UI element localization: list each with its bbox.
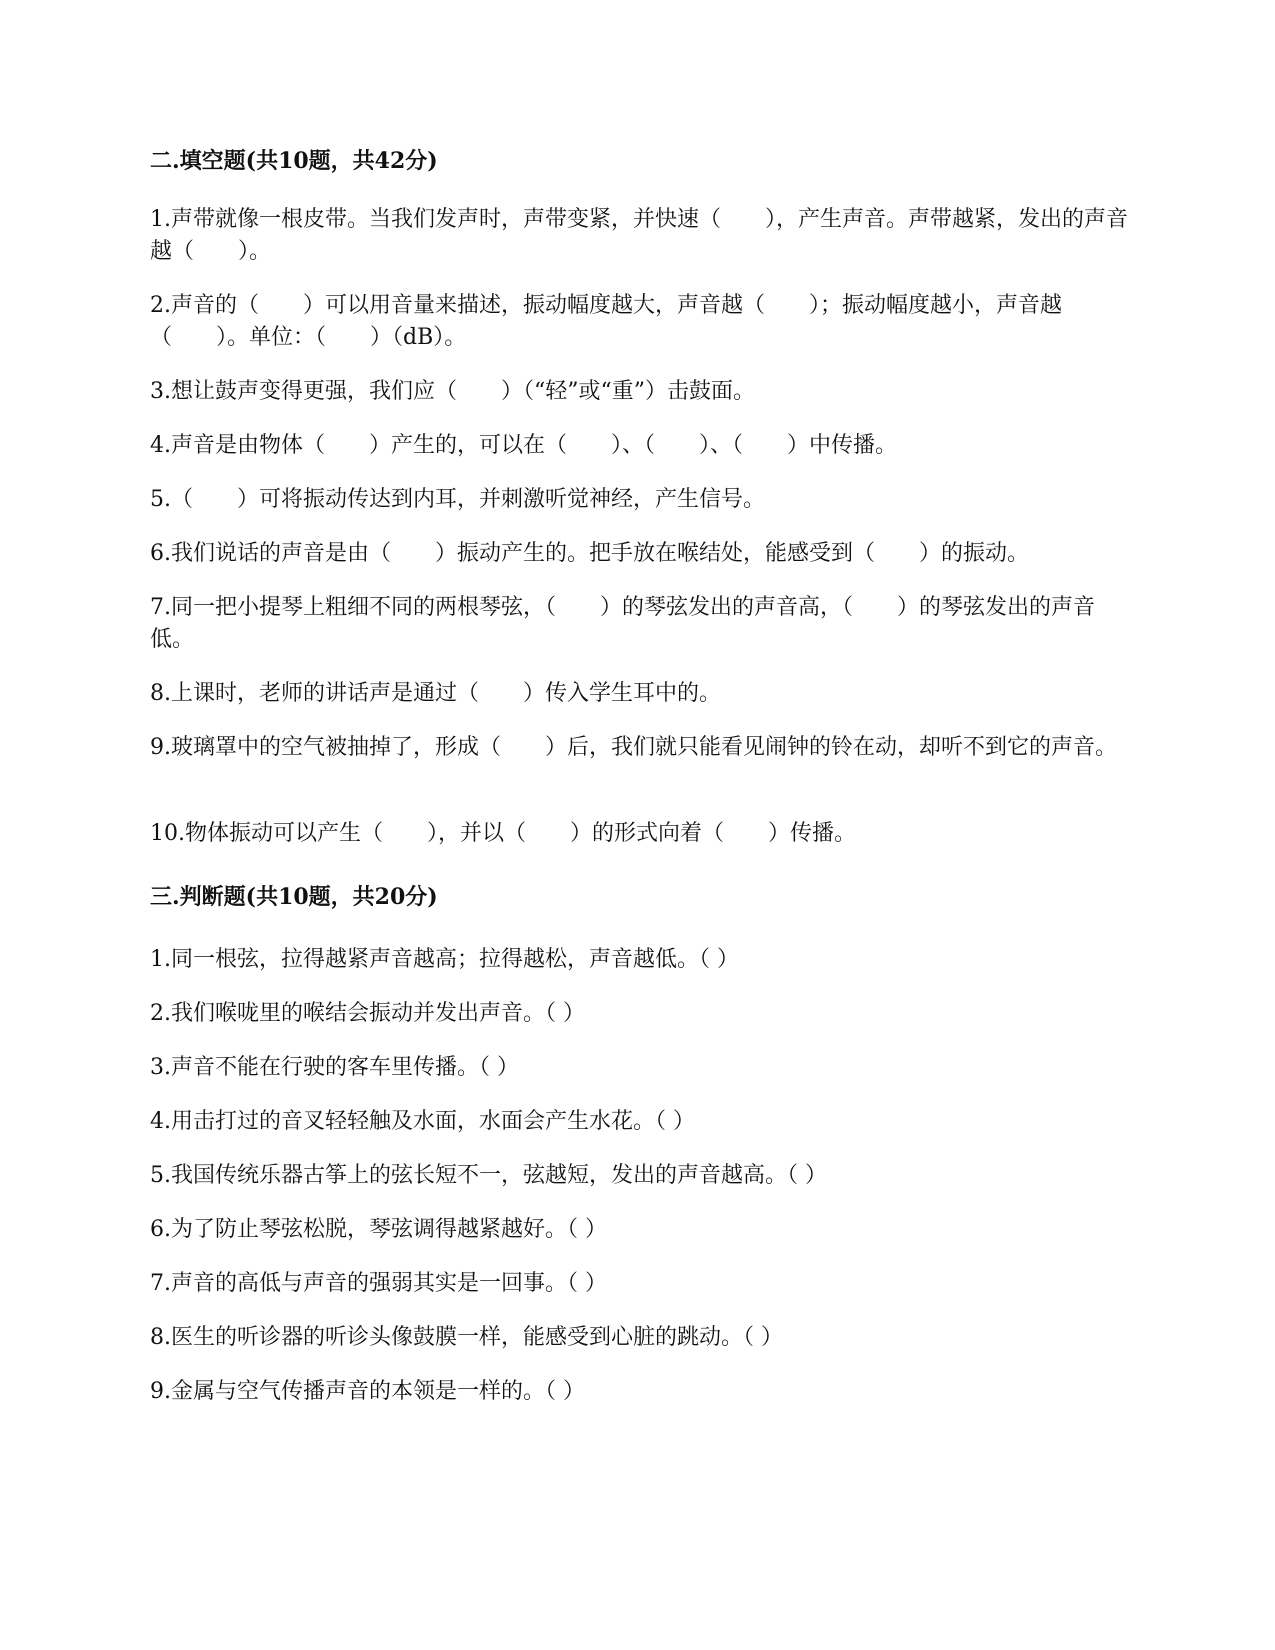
true-false-question-9: 9.金属与空气传播声音的本领是一样的。（ ） [150,1379,585,1404]
fill-blank-question-7: 7.同一把小提琴上粗细不同的两根琴弦，（ ）的琴弦发出的声音高，（ ）的琴弦发出的声音低。 [150,595,1095,652]
section-title-fill-blank: 二.填空题(共10题，共42分) [150,148,438,174]
fill-blank-question-10: 10.物体振动可以产生（ ），并以（ ）的形式向着（ ）传播。 [150,821,856,846]
true-false-question-3: 3.声音不能在行驶的客车里传播。（ ） [150,1055,519,1080]
fill-blank-question-3: 3.想让鼓声变得更强，我们应（ ）（“轻”或“重”）击鼓面。 [150,379,755,404]
fill-blank-question-5: 5.（ ）可将振动传达到内耳，并刺激听觉神经，产生信号。 [150,487,765,512]
fill-blank-question-1: 1.声带就像一根皮带。当我们发声时，声带变紧，并快速（ ），产生声音。声带越紧，发出的声音越（ ）。 [150,207,1128,264]
true-false-question-4: 4.用击打过的音叉轻轻触及水面，水面会产生水花。（ ） [150,1109,695,1134]
section-title-true-false: 三.判断题(共10题，共20分) [150,884,438,910]
fill-blank-question-2: 2.声音的（ ）可以用音量来描述，振动幅度越大，声音越（ ）；振动幅度越小，声音越（ ）。单位：（ ）（dB）。 [150,293,1062,350]
fill-blank-question-9: 9.玻璃罩中的空气被抽掉了，形成（ ）后，我们就只能看见闹钟的铃在动，却听不到它的声音。 [150,735,1117,760]
true-false-question-7: 7.声音的高低与声音的强弱其实是一回事。（ ） [150,1271,607,1296]
true-false-question-2: 2.我们喉咙里的喉结会振动并发出声音。（ ） [150,1001,585,1026]
true-false-question-5: 5.我国传统乐器古筝上的弦长短不一，弦越短，发出的声音越高。（ ） [150,1163,827,1188]
fill-blank-question-4: 4.声音是由物体（ ）产生的，可以在（ ）、（ ）、（ ）中传播。 [150,433,897,458]
true-false-question-8: 8.医生的听诊器的听诊头像鼓膜一样，能感受到心脏的跳动。（ ） [150,1325,783,1350]
fill-blank-question-6: 6.我们说话的声音是由（ ）振动产生的。把手放在喉结处，能感受到（ ）的振动。 [150,541,1029,566]
true-false-question-6: 6.为了防止琴弦松脱，琴弦调得越紧越好。（ ） [150,1217,607,1242]
true-false-question-1: 1.同一根弦，拉得越紧声音越高；拉得越松，声音越低。（ ） [150,947,739,972]
fill-blank-question-8: 8.上课时，老师的讲话声是通过（ ）传入学生耳中的。 [150,681,721,706]
